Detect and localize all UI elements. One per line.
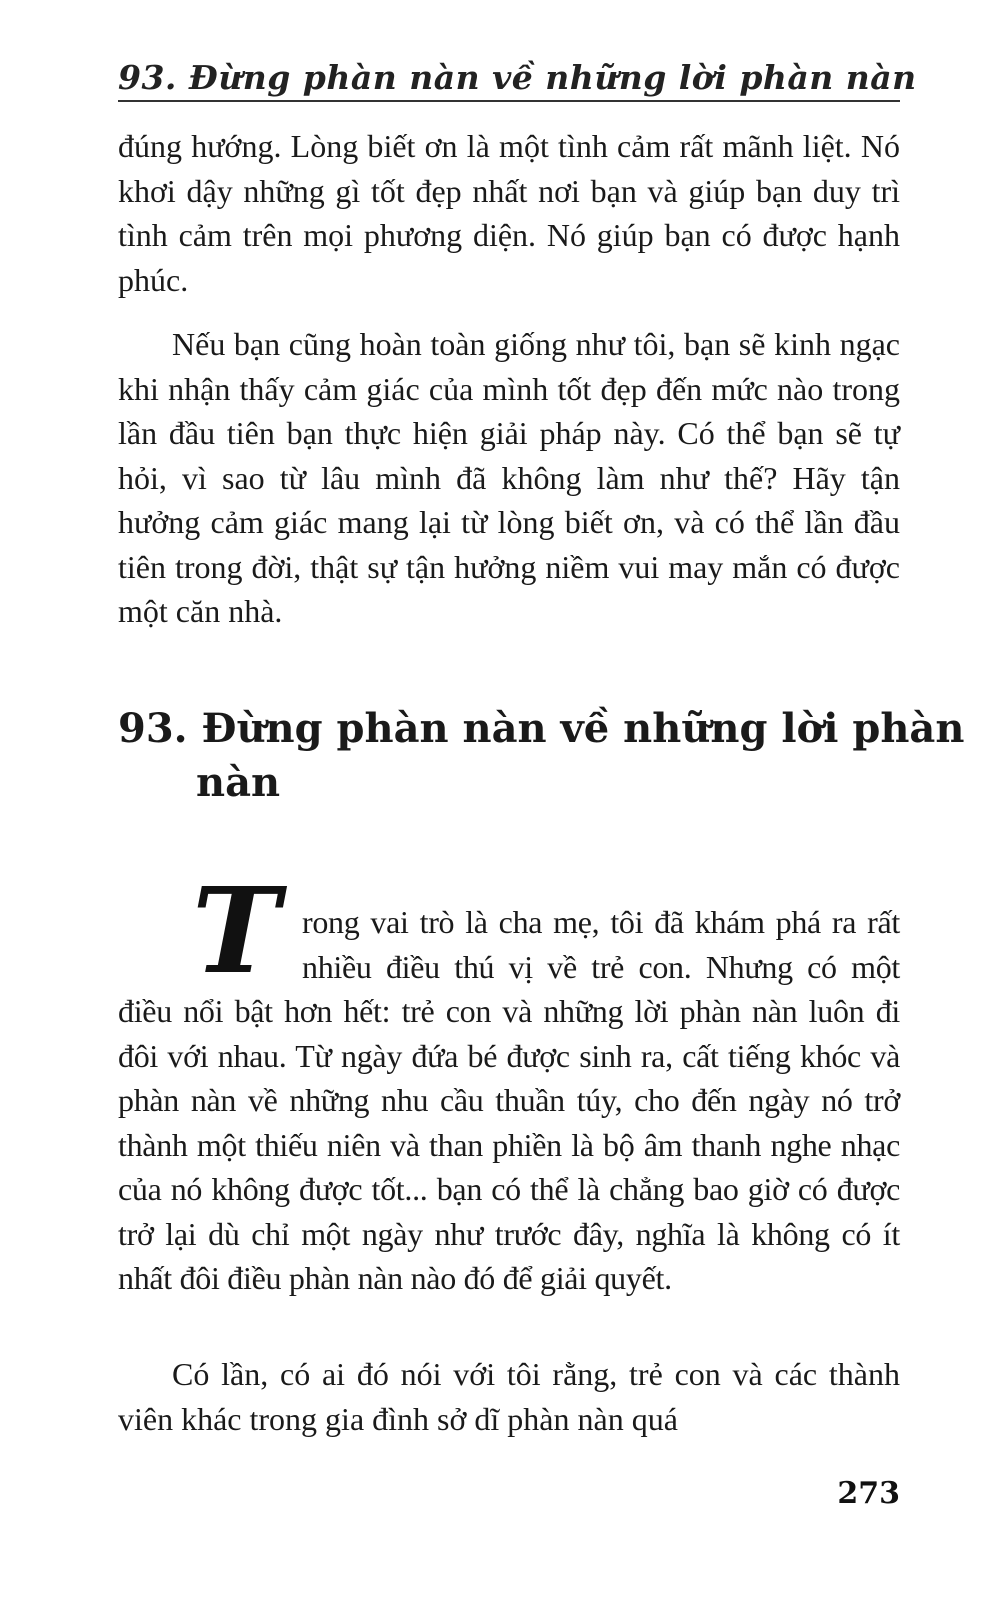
paragraph-continued: đúng hướng. Lòng biết ơn là một tình cảm rất mãnh liệt. Nó khơi dậy những gì tốt đẹp nhất nơi bạn và giúp bạn duy trì tình cảm trên mọi phương diện. Nó giúp bạn có được hạnh phúc.: [118, 128, 900, 298]
drop-cap-letter: T: [192, 861, 280, 1000]
paragraph: Có lần, có ai đó nói với tôi rằng, trẻ con và các thành viên khác trong gia đình sở dĩ phàn nàn quá: [118, 1356, 900, 1437]
page-number: 273: [837, 1476, 900, 1511]
running-header: 93. Đừng phàn nàn về những lời phàn nàn: [118, 58, 917, 97]
section-title: 93. Đừng phàn nàn về những lời phàn nàn: [118, 705, 965, 806]
header-rule: [118, 100, 900, 102]
paragraph-text: rong vai trò là cha mẹ, tôi đã khám phá ra rất nhiều điều thú vị về trẻ con. Nhưng có một điều nổi bật hơn hết: trẻ con và những lời phàn nàn luôn đi đôi với nhau. Từ ngày đứa bé được sinh ra, cất tiếng khóc và phàn nàn về những nhu cầu thuần túy, cho đến ngày nó trở thành một thiếu niên và than phiền là bộ âm thanh nghe nhạc của nó không được tốt... bạn có thể là chẳng bao giờ có được trở lại dù chỉ một ngày như trước đây, nghĩa là không có ít nhất đôi điều phàn nàn nào đó để giải quyết.: [118, 904, 900, 1296]
paragraph: Nếu bạn cũng hoàn toàn giống như tôi, bạn sẽ kinh ngạc khi nhận thấy cảm giác của mình tốt đẹp đến mức nào trong lần đầu tiên bạn thực hiện giải pháp này. Có thể bạn sẽ tự hỏi, vì sao từ lâu mình đã không làm như thế? Hãy tận hưởng cảm giác mang lại từ lòng biết ơn, và có thể lần đầu tiên trong đời, thật sự tận hưởng niềm vui may mắn có được một căn nhà.: [118, 326, 900, 629]
paragraph-with-drop-cap: [118, 900, 900, 1301]
